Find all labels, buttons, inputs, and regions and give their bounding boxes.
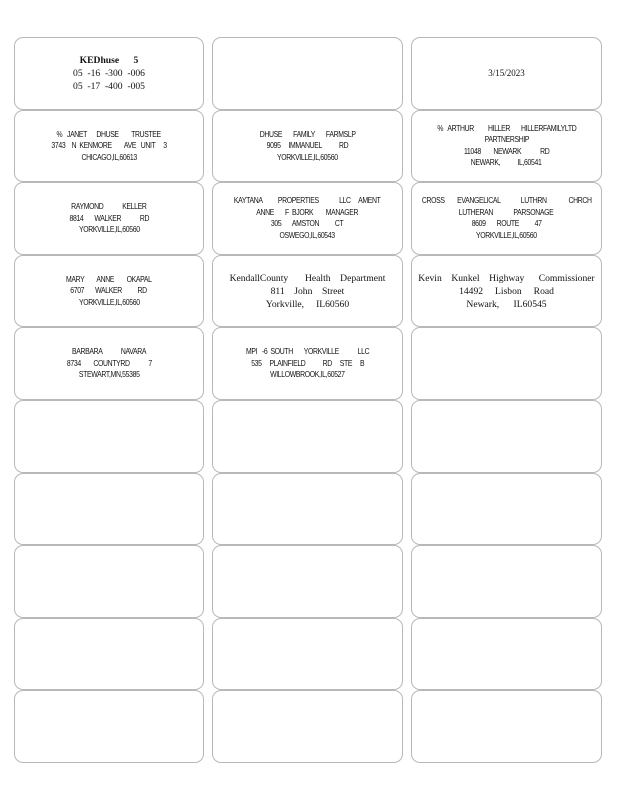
label-line: 3743 N KENMORE AVE UNIT 3 <box>51 141 167 151</box>
address-label <box>14 400 204 473</box>
label-line: 811 John Street <box>270 285 345 297</box>
label-line: CROSS EVANGELICAL LUTHRN CHRCH <box>421 196 592 206</box>
label-line: 8814 WALKER RD <box>69 213 149 223</box>
address-label <box>212 690 403 763</box>
address-label <box>411 255 602 328</box>
label-line: 305 AMSTON CT <box>271 219 344 229</box>
label-line: KAYTANA PROPERTIES LLC AMENT <box>234 196 381 206</box>
label-line: NEWARK, IL,60541 <box>471 158 542 168</box>
address-label <box>212 618 403 691</box>
label-line: STEWART,MN,55385 <box>78 370 140 380</box>
address-label <box>212 327 403 400</box>
label-line: 8609 ROUTE 47 <box>471 219 542 229</box>
label-line: % ARTHUR HILLER HILLERFAMILYLTD <box>436 123 577 133</box>
label-line: KEDhuse 5 <box>79 54 139 66</box>
address-label <box>14 37 204 110</box>
label-line: YORKVILLE,IL,60560 <box>476 230 537 240</box>
label-line: 14492 Lisbon Road <box>459 285 554 297</box>
address-label <box>411 545 602 618</box>
address-label <box>14 110 204 183</box>
address-label <box>14 255 204 328</box>
label-line: Newark, IL60545 <box>466 298 547 310</box>
address-label <box>14 473 204 546</box>
label-line: 11048 NEWARK RD <box>463 146 550 156</box>
label-line: CHICAGO,IL,60613 <box>81 152 137 162</box>
label-line: Kevin Kunkel Highway Commissioner <box>418 272 595 284</box>
label-line: MPI -6 SOUTH YORKVILLE LLC <box>245 347 370 357</box>
address-label <box>411 37 602 110</box>
address-label <box>212 473 403 546</box>
address-label <box>411 182 602 255</box>
address-label <box>212 37 403 110</box>
label-line: PARTNERSHIP <box>484 135 529 145</box>
address-label <box>14 690 204 763</box>
label-line: 3/15/2023 <box>488 67 525 78</box>
label-line: LUTHERAN PARSONAGE <box>459 207 554 217</box>
label-line: Yorkville, IL60560 <box>265 298 350 310</box>
address-label <box>14 182 204 255</box>
address-label <box>411 327 602 400</box>
label-line: KendallCounty Health Department <box>229 272 386 284</box>
label-line: RAYMOND KELLER <box>71 202 147 212</box>
label-line: ANNE F BJORK MANAGER <box>256 207 359 217</box>
label-line: 8734 COUNTYRD 7 <box>66 358 152 368</box>
address-label <box>411 400 602 473</box>
label-sheet <box>14 37 602 763</box>
address-label <box>212 255 403 328</box>
address-label <box>411 690 602 763</box>
label-line: YORKVILLE,IL,60560 <box>277 152 338 162</box>
address-label <box>411 110 602 183</box>
address-label <box>14 618 204 691</box>
address-label <box>411 473 602 546</box>
label-line: DHUSE FAMILY FARMSLP <box>259 129 356 139</box>
address-label <box>212 400 403 473</box>
address-label <box>14 327 204 400</box>
address-label <box>212 110 403 183</box>
label-line: 05 -17 -400 -005 <box>73 80 145 92</box>
address-label <box>212 182 403 255</box>
label-line: 9095 IMMANUEL RD <box>266 141 349 151</box>
address-label <box>14 545 204 618</box>
address-label <box>212 545 403 618</box>
label-line: BARBARA NAVARA <box>71 347 147 357</box>
label-line: YORKVILLE,IL,60560 <box>78 297 140 307</box>
label-line: % JANET DHUSE TRUSTEE <box>56 129 162 139</box>
label-line: 6707 WALKER RD <box>70 286 148 296</box>
label-line: OSWEGO,IL,60543 <box>279 230 336 240</box>
label-line: 535 PLAINFIELD RD STE B <box>250 358 364 368</box>
label-line: WILLOWBROOK,IL,60527 <box>270 370 345 380</box>
address-label <box>411 618 602 691</box>
label-line: MARY ANNE OKAPAL <box>66 274 152 284</box>
label-line: YORKVILLE,IL,60560 <box>78 225 140 235</box>
label-line: 05 -16 -300 -006 <box>73 67 145 79</box>
